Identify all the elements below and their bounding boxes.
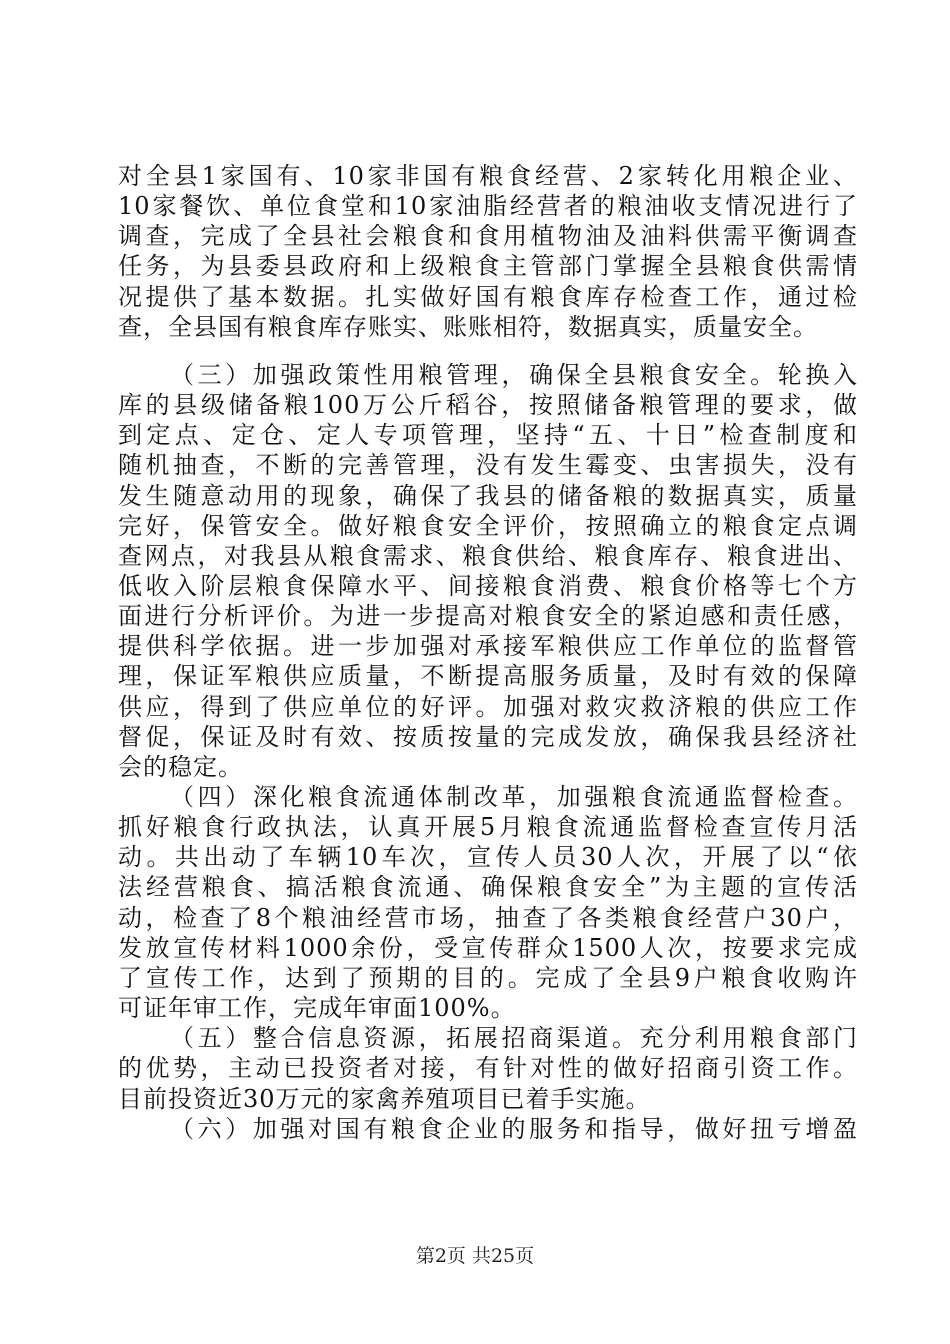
text-line: （五）整合信息资源，拓展招商渠道。充分利用粮食部门 [170,1024,858,1052]
text-line: 动。共出动了车辆10车次，宣传人员30人次，开展了以“依 [118,843,858,871]
page-number-footer: 第2页 共25页 [415,1245,535,1267]
text-line: （六）加强对国有粮食企业的服务和指导，做好扭亏增盈 [170,1115,858,1143]
text-line: 到定点、定仓、定人专项管理，坚持“五、十日”检查制度和 [118,421,858,449]
text-line: 动，检查了8个粮油经营市场，抽查了各类粮食经营户30户， [118,904,858,932]
text-line: 可证年审工作，完成年审面100%。 [118,994,516,1022]
text-line: 会的稳定。 [118,753,243,781]
text-line: 库的县级储备粮100万公斤稻谷，按照储备粮管理的要求，做 [118,391,858,419]
text-line: 随机抽查，不断的完善管理，没有发生霉变、虫害损失，没有 [118,451,858,479]
text-line: 了宣传工作，达到了预期的目的。完成了全县9户粮食收购许 [118,964,858,992]
text-line: 查，全县国有粮食库存账实、账账相符，数据真实，质量安全。 [118,313,818,341]
text-line: 提供科学依据。进一步加强对承接军粮供应工作单位的监督管 [118,632,858,660]
text-line: 法经营粮食、搞活粮食流通、确保粮食安全”为主题的宣传活 [118,873,858,901]
text-line: 供应，得到了供应单位的好评。加强对救灾救济粮的供应工作 [118,693,858,721]
text-line: （三）加强政策性用粮管理，确保全县粮食安全。轮换入 [170,361,858,389]
text-line: 10家餐饮、单位食堂和10家油脂经营者的粮油收支情况进行了 [118,192,858,220]
text-line: 目前投资近30万元的家禽养殖项目已着手实施。 [118,1085,651,1113]
text-line: 的优势，主动已投资者对接，有针对性的做好招商引资工作。 [118,1054,858,1082]
text-line: 查网点，对我县从粮食需求、粮食供给、粮食库存、粮食进出、 [118,542,858,570]
text-line: 完好，保管安全。做好粮食安全评价，按照确立的粮食定点调 [118,512,858,540]
text-line: 低收入阶层粮食保障水平、间接粮食消费、粮食价格等七个方 [118,572,858,600]
text-line: 对全县1家国有、10家非国有粮食经营、2家转化用粮企业、 [118,162,858,190]
text-line: 理，保证军粮供应质量，不断提高服务质量，及时有效的保障 [118,662,858,690]
text-line: 调查，完成了全县社会粮食和食用植物油及油料供需平衡调查 [118,222,858,250]
text-line: 发生随意动用的现象，确保了我县的储备粮的数据真实，质量 [118,482,858,510]
text-line: （四）深化粮食流通体制改革，加强粮食流通监督检查。 [170,783,858,811]
text-line: 发放宣传材料1000余份，受宣传群众1500人次，按要求完成 [118,934,858,962]
text-line: 抓好粮食行政执法，认真开展5月粮食流通监督检查宣传月活 [118,813,858,841]
text-line: 任务，为县委县政府和上级粮食主管部门掌握全县粮食供需情 [118,252,858,280]
text-line: 况提供了基本数据。扎实做好国有粮食库存检查工作，通过检 [118,283,858,311]
text-line: 面进行分析评价。为进一步提高对粮食安全的紧迫感和责任感， [118,602,858,630]
text-line: 督促，保证及时有效、按质按量的完成发放，确保我县经济社 [118,723,858,751]
